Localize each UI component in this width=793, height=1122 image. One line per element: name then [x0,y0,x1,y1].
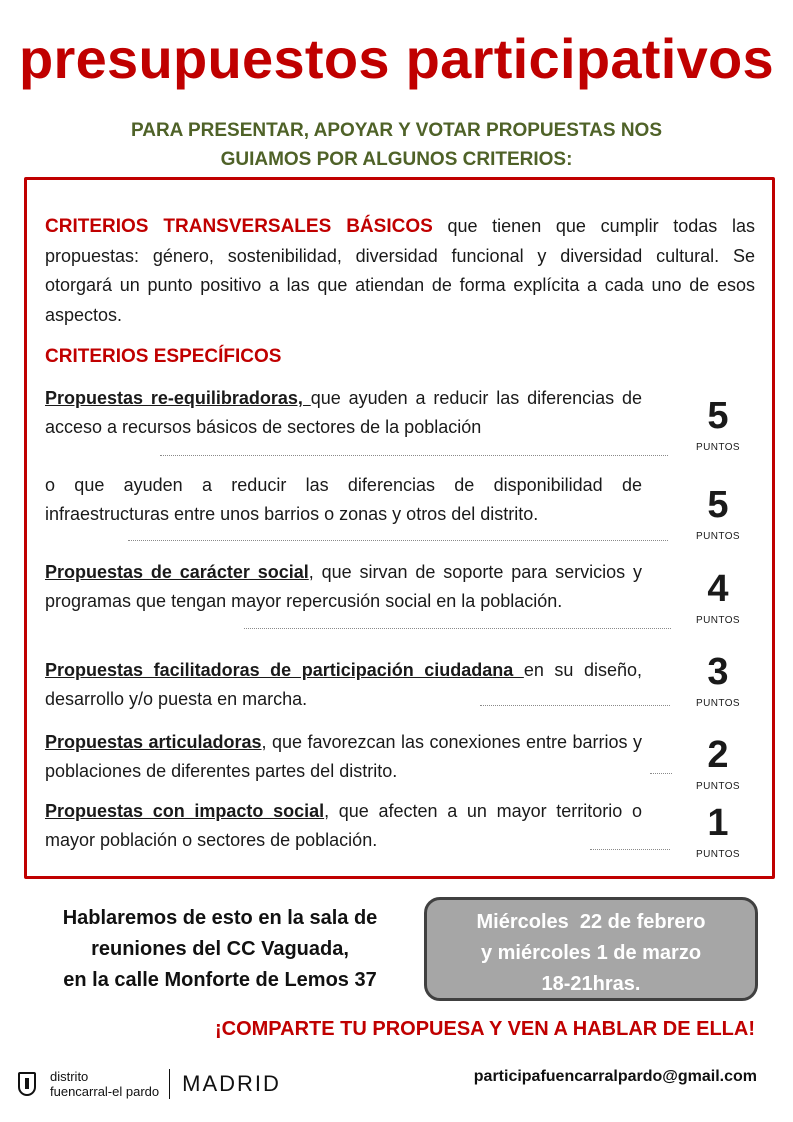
score-value: 5 [707,484,729,526]
logo-line-1: distrito [50,1069,89,1084]
criterion-text: , que sirvan de soporte para servicios y programas que tengan mayor repercusión social en la población. [45,562,642,611]
transversal-text: que tienen que cumplir todas las propuestas: género, sostenibilidad, diversidad funcional y diversidad cultural. Se otorgará un punto positivo a las que atiendan de forma explícita a cada uno de esos aspectos. [45,216,755,325]
criterion-text: , que favorezcan las conexiones entre barrios y poblaciones de diferentes partes del distrito. [45,732,642,781]
score-value: 4 [707,568,729,610]
transversal-heading: CRITERIOS TRANSVERSALES BÁSICOS [45,216,433,237]
page-title: presupuestos participativos [19,27,774,90]
subtitle-line-2: GUIAMOS POR ALGUNOS CRITERIOS: [220,149,573,170]
logo-text [50,1069,159,1099]
score-unit: PUNTOS [696,615,740,626]
date-line-3: 18-21hras. [541,973,641,995]
dotted-leader [590,849,670,850]
score-block [688,803,748,861]
meeting-info [20,903,420,996]
dotted-leader [160,455,668,456]
specific-heading: CRITERIOS ESPECÍFICOS [45,346,282,367]
dotted-leader [244,628,671,629]
score-unit: PUNTOS [696,442,740,453]
meeting-line-3: en la calle Monforte de Lemos 37 [63,969,377,991]
subtitle [60,116,733,174]
score-unit: PUNTOS [696,531,740,542]
meeting-line-1: Hablaremos de esto en la sala de [62,907,378,929]
date-line-1: Miércoles 22 de febrero [476,911,706,933]
score-block [688,485,748,543]
score-unit: PUNTOS [696,781,740,792]
criterion-text: que ayuden a reducir las diferencias de acceso a recursos básicos de sectores de la población [45,388,643,437]
dotted-leader [128,540,668,541]
dotted-leader [650,773,672,774]
score-unit: PUNTOS [696,698,740,709]
score-unit: PUNTOS [696,849,740,860]
criterion-lead: Propuestas con impacto social [45,801,325,821]
score-block [688,569,748,627]
criterion-infraestructuras [45,471,642,529]
criterion-impacto-social [45,797,642,855]
call-to-action: ¡COMPARTE TU PROPUESA Y VEN A HABLAR DE ELLA! [214,1018,755,1040]
meeting-line-2: reuniones del CC Vaguada, [91,938,349,960]
criterion-caracter-social [45,558,642,616]
criterion-text: o que ayuden a reducir las diferencias de disponibilidad de infraestructuras entre unos barrios o zonas y otros del distrito. [45,475,642,524]
transversal-criteria [45,212,755,330]
criterion-lead: Propuestas re-equilibradoras, [45,388,311,408]
score-value: 2 [707,734,729,776]
criterion-lead: Propuestas articuladoras [45,732,262,752]
criterion-lead: Propuestas facilitadoras de participación ciudadana [45,660,524,680]
score-block [688,396,748,454]
logo-line-2: fuencarral-el pardo [50,1084,160,1099]
score-value: 3 [707,651,729,693]
date-line-2: y miércoles 1 de marzo [480,942,702,964]
logo-divider [169,1069,170,1099]
criterion-articuladoras [45,728,642,786]
dates-box [424,897,758,1001]
subtitle-line-1: PARA PRESENTAR, APOYAR Y VOTAR PROPUESTAS NOS [130,120,663,141]
logo-city: MADRID [182,1071,281,1096]
criterion-lead: Propuestas de carácter social [45,562,309,582]
contact-email[interactable]: participafuencarralpardo@gmail.com [473,1068,757,1085]
madrid-shield-icon [18,1072,36,1096]
criterion-text: en su diseño, desarrollo y/o puesta en marcha. [45,660,643,709]
score-value: 1 [707,802,729,844]
score-block [688,735,748,793]
dotted-leader [480,705,670,706]
criterion-reequilibradoras [45,384,642,442]
district-logo [18,1064,281,1104]
score-block [688,652,748,710]
criterion-text: , que afecten a un mayor territorio o mayor población o sectores de población. [45,801,642,850]
score-value: 5 [707,395,729,437]
